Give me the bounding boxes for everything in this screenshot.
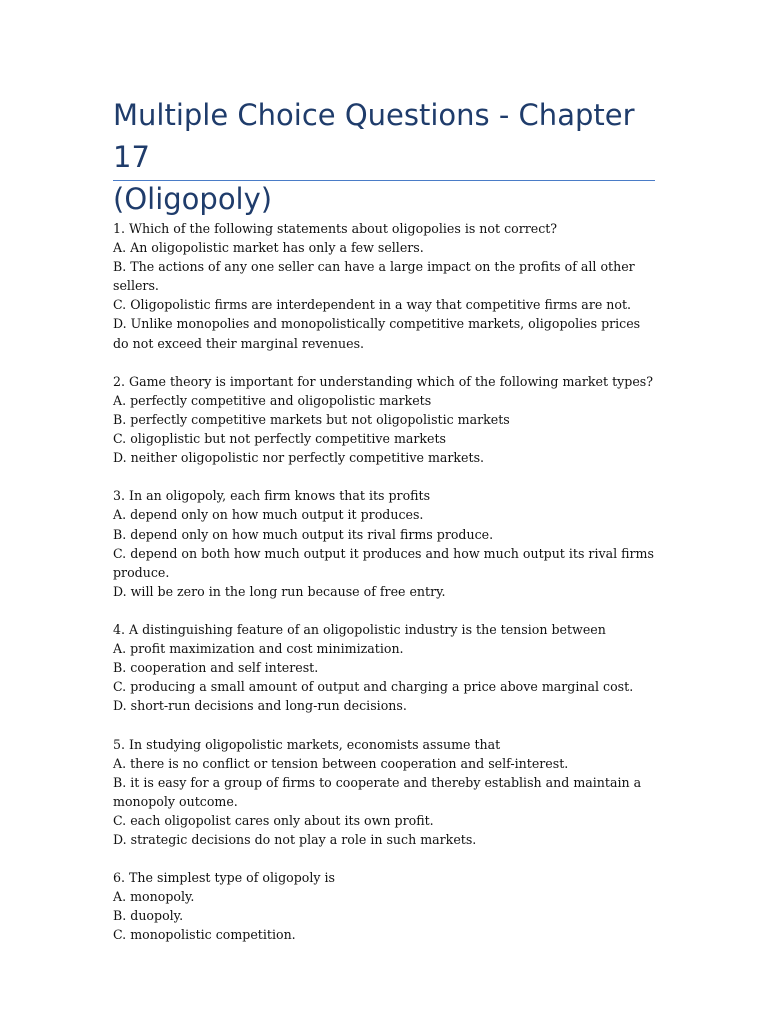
title-underline bbox=[113, 180, 655, 181]
option-d: D. short-run decisions and long-run decisions. bbox=[113, 698, 407, 714]
question-text: 1. Which of the following statements about oligopolies is not correct? bbox=[113, 221, 558, 236]
option-b: B. perfectly competitive markets but not oligopolistic markets bbox=[113, 411, 510, 427]
question-3 bbox=[113, 486, 658, 601]
option-a: A. profit maximization and cost minimization. bbox=[113, 641, 404, 657]
document-title bbox=[113, 94, 673, 220]
question-text: 6. The simplest type of oligopoly is bbox=[113, 870, 335, 886]
option-c: C. oligoplistic but not perfectly competitive markets bbox=[113, 431, 447, 447]
option-b: B. it is easy for a group of firms to cooperate and thereby establish and maintain a monopoly outcome. bbox=[113, 774, 642, 809]
option-c: C. Oligopolistic firms are interdependent in a way that competitive firms are not. bbox=[113, 297, 632, 313]
option-c: C. depend on both how much output it produces and how much output its rival firms produce. bbox=[113, 545, 654, 580]
option-d: D. neither oligopolistic nor perfectly competitive markets. bbox=[113, 450, 485, 466]
question-1 bbox=[113, 219, 658, 353]
option-a: A. depend only on how much output it produces. bbox=[113, 507, 424, 523]
option-a: A. there is no conflict or tension between cooperation and self-interest. bbox=[113, 755, 569, 771]
question-5 bbox=[113, 735, 658, 850]
question-4 bbox=[113, 620, 658, 715]
question-text: 5. In studying oligopolistic markets, economists assume that bbox=[113, 736, 501, 752]
title-line-2: (Oligopoly) bbox=[113, 182, 273, 216]
option-d: D. Unlike monopolies and monopolistically competitive markets, oligopolies prices do not exceed their marginal revenues. bbox=[113, 316, 641, 351]
question-2 bbox=[113, 372, 658, 467]
question-text: 4. A distinguishing feature of an oligopolistic industry is the tension between bbox=[113, 621, 606, 637]
question-6 bbox=[113, 868, 658, 944]
option-b: B. depend only on how much output its rival firms produce. bbox=[113, 526, 494, 542]
question-text: 3. In an oligopoly, each firm knows that its profits bbox=[113, 488, 431, 504]
option-a: A. monopoly. bbox=[113, 889, 195, 905]
option-d: D. strategic decisions do not play a role in such markets. bbox=[113, 832, 477, 847]
option-c: C. producing a small amount of output and charging a price above marginal cost. bbox=[113, 679, 634, 695]
option-a: A. perfectly competitive and oligopolistic markets bbox=[113, 392, 432, 408]
question-list bbox=[113, 219, 658, 964]
option-b: B. The actions of any one seller can have a large impact on the profits of all other sellers. bbox=[113, 259, 635, 294]
option-d: D. will be zero in the long run because of free entry. bbox=[113, 583, 446, 599]
option-b: B. cooperation and self interest. bbox=[113, 660, 319, 676]
option-a: A. An oligopolistic market has only a few sellers. bbox=[113, 240, 424, 256]
title-line-1: Multiple Choice Questions - Chapter 17 bbox=[113, 98, 635, 174]
question-text: 2. Game theory is important for understanding which of the following market types? bbox=[113, 373, 653, 389]
option-c: C. monopolistic competition. bbox=[113, 927, 296, 943]
option-c: C. each oligopolist cares only about its own profit. bbox=[113, 812, 434, 828]
option-b: B. duopoly. bbox=[113, 908, 184, 924]
